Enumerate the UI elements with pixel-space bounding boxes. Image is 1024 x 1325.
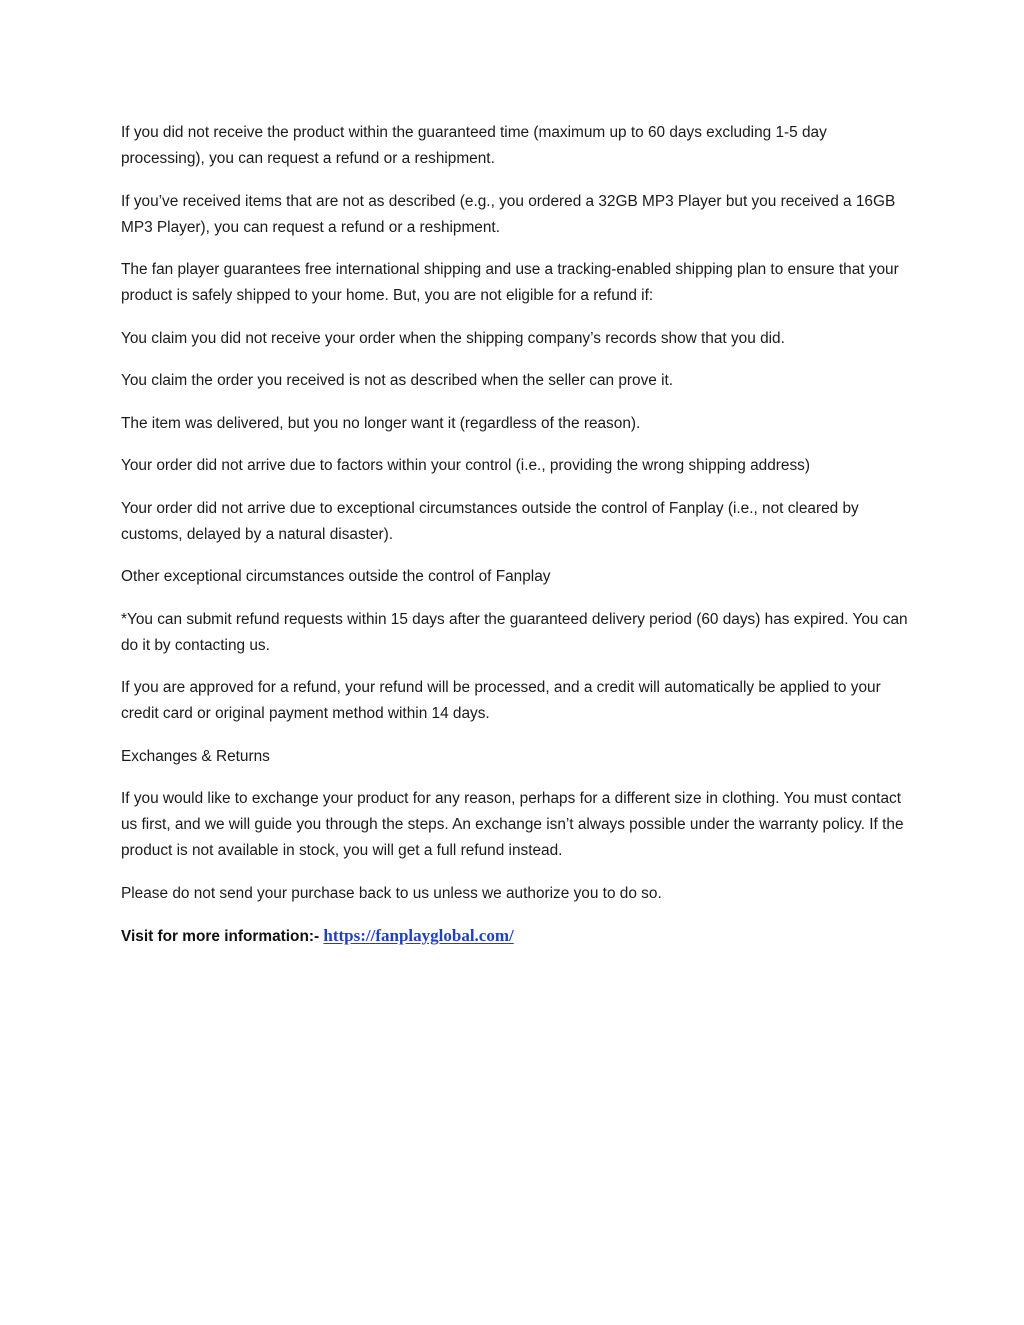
section-heading-exchanges-returns: Exchanges & Returns	[121, 747, 270, 765]
paragraph-refund-request-window: *You can submit refund requests within 15 days after the guaranteed delivery period (60 days) has expired. You can do it by contacting us.	[121, 610, 908, 654]
paragraph-refund-delivery-time: If you did not receive the product within the guaranteed time (maximum up to 60 days excluding 1-5 day processing), you can request a refund or a reshipment.	[121, 124, 827, 167]
paragraph-ineligible-wrong-address: Your order did not arrive due to factors within your control (i.e., providing the wrong shipping address)	[121, 457, 810, 474]
paragraph-do-not-send-back: Please do not send your purchase back to us unless we authorize you to do so.	[121, 884, 662, 902]
document-page	[121, 120, 911, 950]
paragraph-ineligible-seller-proof: You claim the order you received is not as described when the seller can prove it.	[121, 372, 674, 389]
paragraph-not-as-described: If you’ve received items that are not as described (e.g., you ordered a 32GB MP3 Player but you received a 16GB MP3 Player), you can request a refund or a reshipment.	[121, 192, 896, 236]
paragraph-refund-approved: If you are approved for a refund, your refund will be processed, and a credit will automatically be applied to your credit card or original payment method within 14 days.	[121, 679, 881, 722]
paragraph-ineligible-records: You claim you did not receive your order when the shipping company’s records show that you did.	[121, 329, 785, 347]
more-info-line	[121, 923, 911, 950]
fanplay-website-link[interactable]: https://fanplayglobal.com/	[323, 926, 514, 945]
more-info-label: Visit for more information:-	[121, 928, 320, 945]
paragraph-exchange-policy: If you would like to exchange your product for any reason, perhaps for a different size in clothing. You must contact us first, and we will guide you through the steps. An exchange isn’t always possible under the warranty policy. If the product is not available in stock, you will get a full refund instead.	[121, 790, 904, 859]
paragraph-other-exceptional: Other exceptional circumstances outside the control of Fanplay	[121, 568, 551, 585]
paragraph-ineligible-no-longer-want: The item was delivered, but you no longer want it (regardless of the reason).	[121, 414, 641, 432]
paragraph-free-shipping: The fan player guarantees free international shipping and use a tracking-enabled shipping plan to ensure that your product is safely shipped to your home. But, you are not eligible for a refund if:	[121, 261, 899, 304]
paragraph-ineligible-exceptional: Your order did not arrive due to exceptional circumstances outside the control of Fanplay (i.e., not cleared by customs, delayed by a natural disaster).	[121, 499, 859, 543]
